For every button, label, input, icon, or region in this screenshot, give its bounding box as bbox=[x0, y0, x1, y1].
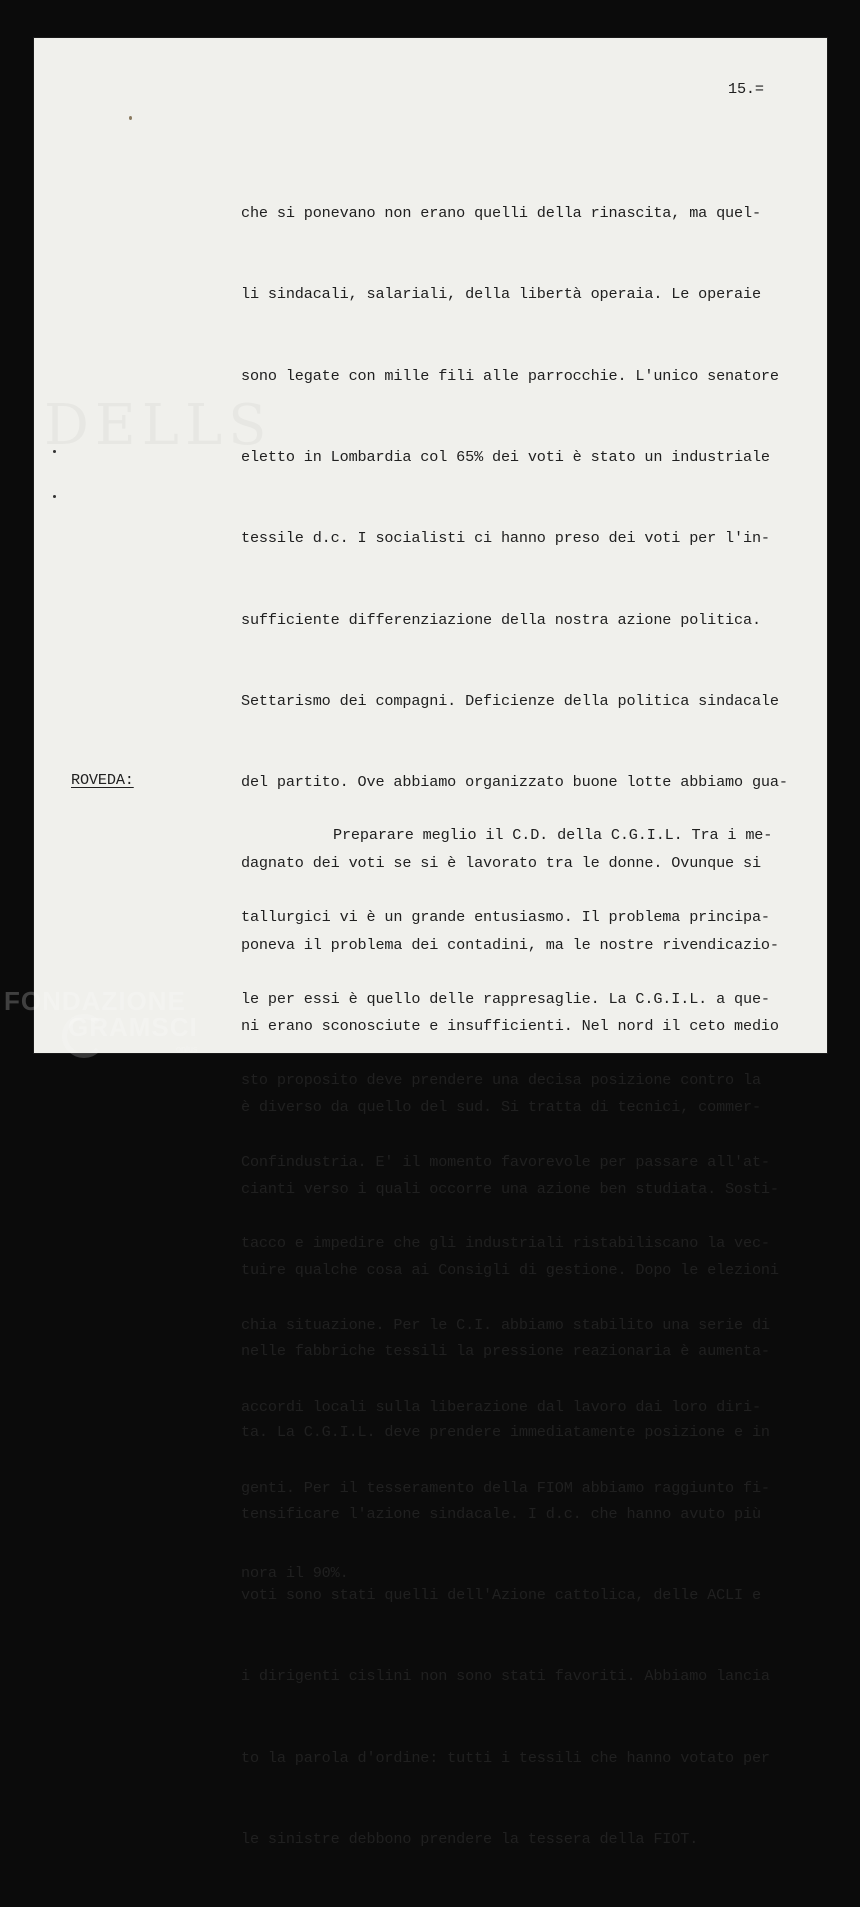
text-line: del partito. Ove abbiamo organizzato buone lotte abbiamo gua- bbox=[241, 773, 788, 792]
paragraph-2 bbox=[241, 768, 772, 1642]
paper-speck bbox=[53, 450, 56, 453]
text-line: chia situazione. Per le C.I. abbiamo stabilito una serie di bbox=[241, 1316, 770, 1335]
text-line: genti. Per il tesseramento della FIOM abbiamo raggiunto fi- bbox=[241, 1479, 770, 1498]
text-line: li sindacali, salariali, della libertà operaia. Le operaie bbox=[241, 285, 761, 304]
text-line: to la parola d'ordine: tutti i tessili che hanno votato per bbox=[241, 1748, 770, 1767]
text-line: accordi locali sulla liberazione dal lavoro dai loro diri- bbox=[241, 1397, 761, 1416]
watermark-line-1: FONDAZIONE bbox=[4, 986, 186, 1016]
bleed-through-text bbox=[44, 393, 273, 458]
paper-speck bbox=[53, 495, 56, 498]
page-number: 15.= bbox=[728, 80, 764, 98]
text-line: tensificare l'azione sindacale. I d.c. che hanno avuto più bbox=[241, 1504, 761, 1523]
text-line: eletto in Lombardia col 65% dei voti è stato un industriale bbox=[241, 448, 770, 467]
text-line: sufficiente differenziazione della nostra azione politica. bbox=[241, 610, 761, 629]
text-line: sono legate con mille fili alle parrocchie. L'unico senatore bbox=[241, 366, 779, 385]
text-line: le sinistre debbono prendere la tessera della FIOT. bbox=[241, 1829, 699, 1848]
text-line: Confindustria. E' il momento favorevole per passare all'at- bbox=[241, 1152, 770, 1171]
text-line: tessile d.c. I socialisti ci hanno preso dei voti per l'in- bbox=[241, 529, 770, 548]
speaker-label: ROVEDA: bbox=[71, 771, 134, 789]
text-line: nelle fabbriche tessili la pressione reazionaria è aumenta- bbox=[241, 1342, 770, 1361]
text-line: ta. La C.G.I.L. deve prendere immediatamente posizione e in bbox=[241, 1423, 770, 1442]
document-page bbox=[34, 38, 827, 1848]
text-line: Preparare meglio il C.D. della C.G.I.L. Tra i me- bbox=[333, 826, 773, 845]
text-line: nora il 90%. bbox=[241, 1563, 349, 1582]
text-line: dagnato dei voti se si è lavorato tra le donne. Ovunque si bbox=[241, 854, 761, 873]
text-line: tallurgici vi è un grande entusiasmo. Il problema principa- bbox=[241, 908, 770, 927]
fondazione-gramsci-watermark bbox=[4, 986, 224, 1076]
text-line: che si ponevano non erano quelli della rinascita, ma quel- bbox=[241, 204, 761, 223]
text-line: i dirigenti cislini non sono stati favoriti. Abbiamo lancia bbox=[241, 1667, 770, 1686]
watermark-line-3: onlus bbox=[176, 1044, 198, 1054]
text-line: tuire qualche cosa ai Consigli di gestione. Dopo le elezioni bbox=[241, 1260, 779, 1279]
paper-speck bbox=[129, 116, 132, 120]
text-line: è diverso da quello del sud. Si tratta di tecnici, commer- bbox=[241, 1098, 761, 1117]
text-line: cianti verso i quali occorre una azione ben studiata. Sosti- bbox=[241, 1179, 779, 1198]
text-line: voti sono stati quelli dell'Azione cattolica, delle ACLI e bbox=[241, 1585, 761, 1604]
watermark-line-2: GRAMSCI bbox=[68, 1012, 198, 1042]
text-line: ni erano sconosciute e insufficienti. Nel nord il ceto medio bbox=[241, 1017, 779, 1035]
text-line: poneva il problema dei contadini, ma le nostre rivendicazio- bbox=[241, 935, 779, 954]
text-line: tacco e impedire che gli industriali ristabiliscano la vec- bbox=[241, 1234, 770, 1253]
text-line: sto proposito deve prendere una decisa posizione contro la bbox=[241, 1071, 761, 1090]
text-line: Settarismo dei compagni. Deficienze della politica sindacale bbox=[241, 691, 779, 710]
text-line: le per essi è quello delle rappresaglie. La C.G.I.L. a que- bbox=[241, 989, 770, 1008]
